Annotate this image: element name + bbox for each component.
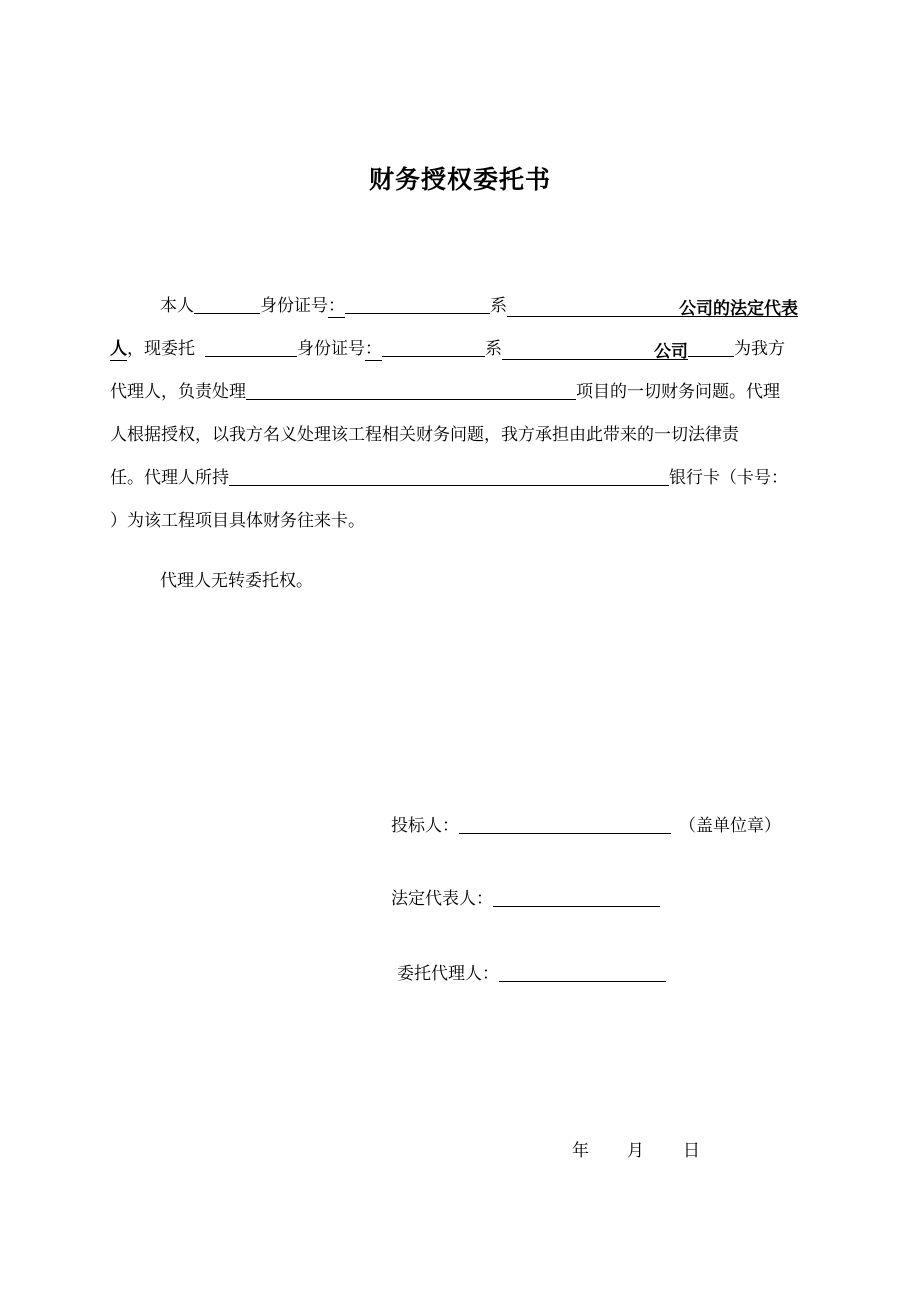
- text-as-our: 为我方: [734, 339, 785, 359]
- bidder-signature-field[interactable]: [459, 817, 671, 834]
- date-month: 月: [627, 1141, 644, 1161]
- agent-label: 委托代理人：: [397, 964, 499, 984]
- agent-signature-row: [397, 963, 666, 985]
- text-id-number-label: 身份证号: [260, 296, 328, 316]
- blank-principal-name[interactable]: [194, 297, 260, 314]
- text-agent-holds: 任。代理人所持: [110, 468, 229, 488]
- text-project-financial: 项目的一切财务问题。代理: [576, 382, 780, 402]
- legal-rep-label: 法定代表人：: [391, 889, 493, 909]
- para2-no-sub-delegation: 代理人无转委托权。: [160, 571, 313, 591]
- text-id-colon: ：: [328, 296, 345, 316]
- bidder-label: 投标人：: [391, 816, 459, 836]
- text-agent-belongs-to: 系: [485, 339, 502, 359]
- blank-agent-company-tail[interactable]: [688, 340, 734, 357]
- agent-company-field[interactable]: 公司: [502, 341, 688, 360]
- para1-line4: 人根据授权，以我方名义处理该工程相关财务问题，我方承担由此带来的一切法律责: [110, 425, 739, 445]
- legal-rep-signature-field[interactable]: [493, 890, 660, 907]
- blank-agent-id[interactable]: [382, 340, 485, 357]
- para1-line3: [110, 381, 810, 403]
- company-seal-note: （盖单位章）: [679, 816, 781, 836]
- blank-principal-id[interactable]: [345, 297, 490, 314]
- text-agent-handles: 代理人，负责处理: [110, 382, 246, 402]
- para1-line1: [110, 295, 810, 317]
- blank-project-name[interactable]: [246, 383, 576, 400]
- text-agent-id-colon: ：: [365, 339, 382, 359]
- date-day: 日: [683, 1141, 700, 1161]
- para1-line2: [110, 338, 810, 360]
- blank-bank-name[interactable]: [229, 469, 669, 486]
- agent-signature-field[interactable]: [499, 965, 666, 982]
- company-legal-rep-field[interactable]: 公司的法定代表: [507, 298, 798, 317]
- text-agent-id-label: 身份证号: [297, 339, 365, 359]
- date-year: 年: [572, 1141, 589, 1161]
- text-entrust: ，现委托: [127, 339, 195, 359]
- legal-rep-signature-row: [391, 888, 660, 910]
- blank-agent-name[interactable]: [205, 340, 297, 357]
- text-principal: 本人: [160, 296, 194, 316]
- para1-line5: [110, 467, 810, 489]
- text-bank-card: 银行卡（卡号：: [669, 468, 788, 488]
- text-belongs-to: 系: [490, 296, 507, 316]
- bidder-signature-row: [391, 815, 781, 837]
- para1-line6: ）为该工程项目具体财务往来卡。: [110, 511, 365, 531]
- document-title: 财务授权委托书: [368, 165, 551, 194]
- text-person: 人: [110, 339, 127, 359]
